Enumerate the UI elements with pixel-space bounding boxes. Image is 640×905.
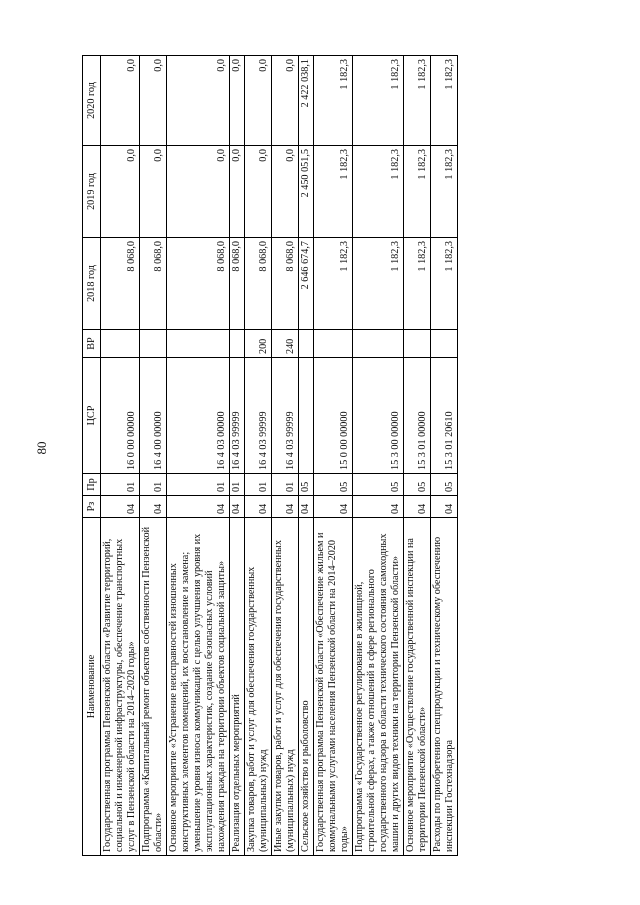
cell-pr: 01 xyxy=(101,474,140,496)
cell-y2019: 0,0 xyxy=(230,146,245,238)
header-rz: Рз xyxy=(83,496,101,518)
cell-name: Иные закупки товаров, работ и услуг для обеспечения государственных (муниципальных) нужд xyxy=(272,518,299,856)
cell-y2019: 1 182,3 xyxy=(314,146,353,238)
cell-y2020: 0,0 xyxy=(272,56,299,146)
cell-name: Расходы по приобретению спецпродукции и техническому обеспечению инспекции Гостехнадзора xyxy=(431,518,458,856)
cell-pr: 01 xyxy=(167,474,230,496)
table-row xyxy=(167,56,230,856)
cell-name: Основное мероприятие «Устранение неисправностей изношенных конструктивных элементов помещений, их восстановление и замена; уменьшение уровня износа коммуникаций с целью улучшения уровня их эксплуатационных характеристик, создание безопасных условий нахождения граждан на территории объектов социальной защиты» xyxy=(167,518,230,856)
cell-y2018: 1 182,3 xyxy=(314,238,353,330)
cell-pr: 01 xyxy=(245,474,272,496)
cell-rz: 04 xyxy=(245,496,272,518)
table-row xyxy=(230,56,245,856)
cell-csr: 16 4 03 99999 xyxy=(230,358,245,474)
cell-pr: 01 xyxy=(140,474,167,496)
cell-y2020: 0,0 xyxy=(140,56,167,146)
cell-vr xyxy=(230,330,245,358)
cell-vr xyxy=(299,330,314,358)
cell-y2019: 1 182,3 xyxy=(353,146,404,238)
cell-rz: 04 xyxy=(404,496,431,518)
cell-name: Подпрограмма «Капитальный ремонт объектов собственности Пензенской области» xyxy=(140,518,167,856)
header-2018: 2018 год xyxy=(83,238,101,330)
budget-table xyxy=(82,55,458,856)
table-row xyxy=(314,56,353,856)
table-row xyxy=(353,56,404,856)
cell-y2018: 8 068,0 xyxy=(140,238,167,330)
cell-y2020: 1 182,3 xyxy=(431,56,458,146)
table-header-row xyxy=(83,56,101,856)
cell-rz: 04 xyxy=(272,496,299,518)
cell-csr: 16 0 00 00000 xyxy=(101,358,140,474)
cell-vr xyxy=(431,330,458,358)
cell-pr: 05 xyxy=(431,474,458,496)
cell-rz: 04 xyxy=(167,496,230,518)
cell-pr: 05 xyxy=(314,474,353,496)
cell-y2019: 1 182,3 xyxy=(431,146,458,238)
table-row xyxy=(140,56,167,856)
cell-y2020: 1 182,3 xyxy=(353,56,404,146)
cell-csr: 15 3 01 20610 xyxy=(431,358,458,474)
cell-y2020: 0,0 xyxy=(230,56,245,146)
cell-y2018: 8 068,0 xyxy=(101,238,140,330)
header-csr: ЦСР xyxy=(83,358,101,474)
cell-rz: 04 xyxy=(314,496,353,518)
cell-y2020: 0,0 xyxy=(167,56,230,146)
cell-csr: 16 4 03 99999 xyxy=(245,358,272,474)
cell-vr xyxy=(167,330,230,358)
header-vr: ВР xyxy=(83,330,101,358)
header-pr: Пр xyxy=(83,474,101,496)
cell-csr xyxy=(299,358,314,474)
cell-y2018: 8 068,0 xyxy=(230,238,245,330)
cell-name: Сельское хозяйство и рыболовство xyxy=(299,518,314,856)
cell-vr xyxy=(140,330,167,358)
cell-vr: 240 xyxy=(272,330,299,358)
header-2020: 2020 год xyxy=(83,56,101,146)
cell-y2019: 0,0 xyxy=(167,146,230,238)
cell-name: Государственная программа Пензенской области «Обеспечение жильем и коммунальными услугами населения Пензенской области на 2014–2020 годы» xyxy=(314,518,353,856)
cell-y2018: 1 182,3 xyxy=(431,238,458,330)
cell-pr: 01 xyxy=(272,474,299,496)
cell-y2019: 1 182,3 xyxy=(404,146,431,238)
cell-rz: 04 xyxy=(353,496,404,518)
table-row xyxy=(404,56,431,856)
table-row xyxy=(299,56,314,856)
header-2019: 2019 год xyxy=(83,146,101,238)
cell-y2018: 8 068,0 xyxy=(272,238,299,330)
cell-y2018: 1 182,3 xyxy=(353,238,404,330)
table-row xyxy=(101,56,140,856)
cell-csr: 16 4 03 00000 xyxy=(167,358,230,474)
cell-name: Государственная программа Пензенской области «Развитие территорий, социальной и инженерной инфраструктуры, обеспечение транспортных услуг в Пензенской области на 2014–2020 годы» xyxy=(101,518,140,856)
cell-y2019: 0,0 xyxy=(140,146,167,238)
cell-y2018: 8 068,0 xyxy=(167,238,230,330)
cell-pr: 05 xyxy=(404,474,431,496)
cell-name: Закупка товаров, работ и услуг для обеспечения государственных (муниципальных) нужд xyxy=(245,518,272,856)
cell-vr xyxy=(101,330,140,358)
cell-csr: 15 3 01 00000 xyxy=(404,358,431,474)
cell-pr: 05 xyxy=(299,474,314,496)
table-row xyxy=(431,56,458,856)
page-number: 80 xyxy=(34,441,49,455)
cell-name: Основное мероприятие «Осуществление государственной инспекции на территории Пензенской области» xyxy=(404,518,431,856)
cell-y2020: 0,0 xyxy=(245,56,272,146)
cell-rz: 04 xyxy=(431,496,458,518)
cell-rz: 04 xyxy=(230,496,245,518)
cell-y2019: 0,0 xyxy=(272,146,299,238)
cell-y2019: 0,0 xyxy=(245,146,272,238)
cell-rz: 04 xyxy=(101,496,140,518)
cell-y2020: 2 422 038,1 xyxy=(299,56,314,146)
cell-rz: 04 xyxy=(299,496,314,518)
table-row xyxy=(245,56,272,856)
cell-vr xyxy=(314,330,353,358)
cell-y2020: 0,0 xyxy=(101,56,140,146)
rotated-table-container xyxy=(82,56,560,856)
cell-y2019: 2 450 051,5 xyxy=(299,146,314,238)
cell-pr: 05 xyxy=(353,474,404,496)
cell-y2018: 2 646 674,7 xyxy=(299,238,314,330)
cell-y2018: 8 068,0 xyxy=(245,238,272,330)
cell-y2019: 0,0 xyxy=(101,146,140,238)
cell-csr: 15 0 00 00000 xyxy=(314,358,353,474)
table-row xyxy=(272,56,299,856)
cell-vr: 200 xyxy=(245,330,272,358)
table-body xyxy=(101,56,458,856)
cell-csr: 15 3 00 00000 xyxy=(353,358,404,474)
cell-rz: 04 xyxy=(140,496,167,518)
cell-vr xyxy=(353,330,404,358)
cell-y2020: 1 182,3 xyxy=(404,56,431,146)
cell-csr: 16 4 03 99999 xyxy=(272,358,299,474)
cell-pr: 01 xyxy=(230,474,245,496)
cell-y2018: 1 182,3 xyxy=(404,238,431,330)
header-name: Наименование xyxy=(83,518,101,856)
cell-csr: 16 4 00 00000 xyxy=(140,358,167,474)
cell-y2020: 1 182,3 xyxy=(314,56,353,146)
cell-vr xyxy=(404,330,431,358)
cell-name: Подпрограмма «Государственное регулирование в жилищной, строительной сферах, а также отношений в сфере регионального государственного надзора в области технического состояния самоходных машин и других видов техники на территории Пензенской области» xyxy=(353,518,404,856)
cell-name: Реализация отдельных мероприятий xyxy=(230,518,245,856)
